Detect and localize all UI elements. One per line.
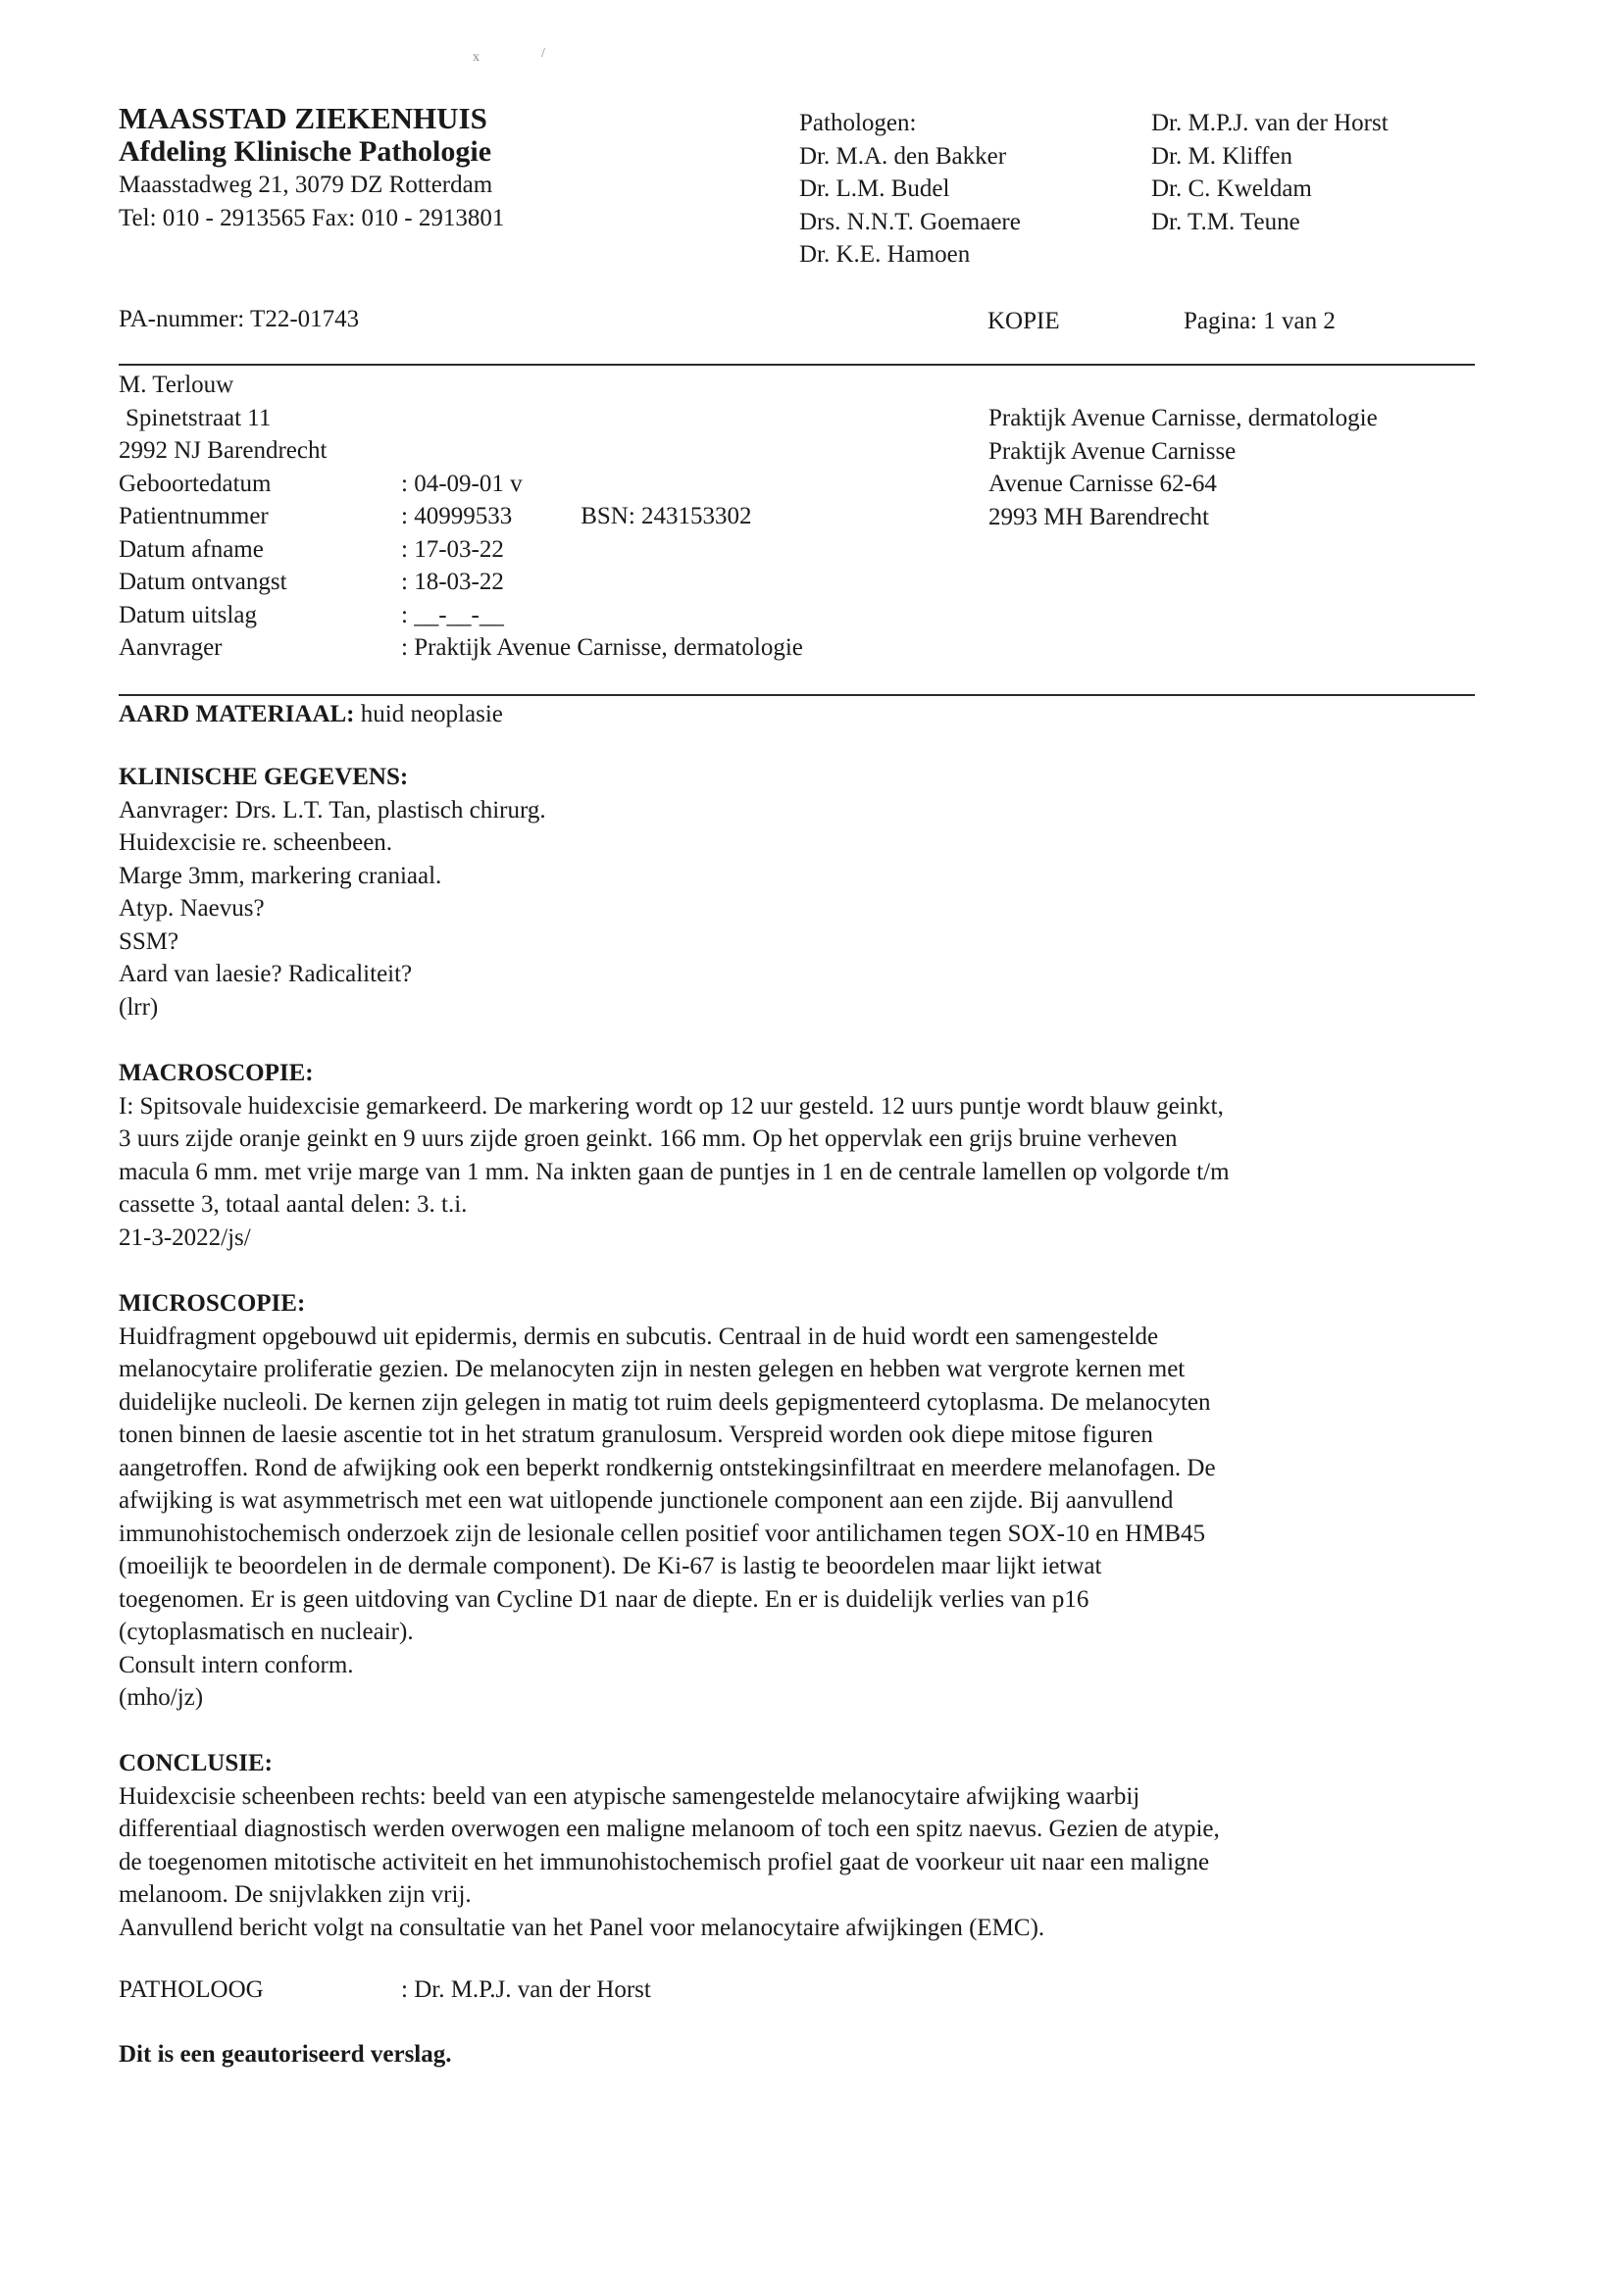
macro-line: macula 6 mm. met vrije marge van 1 mm. Na inkten gaan de puntjes in 1 en de centrale lamellen op volgorde t/m xyxy=(119,1158,1230,1185)
micro-line: immunohistochemisch onderzoek zijn de lesionale cellen positief voor antilichamen tegen SOX-10 en HMB45 xyxy=(119,1520,1206,1547)
divider xyxy=(119,694,1475,696)
pathologist-name: Drs. N.N.T. Goemaere xyxy=(799,208,1021,235)
micro-line: melanocytaire proliferatie gezien. De melanocyten zijn in nesten gelegen en hebben wat vergrote kernen met xyxy=(119,1356,1186,1382)
conclusion-line: differentiaal diagnostisch werden overwogen een maligne melanoom of toch een spitz naevus. Gezien de atypie, xyxy=(119,1816,1220,1842)
department-name: Afdeling Klinische Pathologie xyxy=(119,135,492,168)
received-date-value: : 18-03-22 xyxy=(401,569,504,595)
micro-line: aangetroffen. Rond de afwijking ook een beperkt rondkernig ontstekingsinfiltraat en meerdere melanofagen. De xyxy=(119,1454,1216,1481)
patient-block xyxy=(119,369,803,665)
recipient-line: Praktijk Avenue Carnisse xyxy=(988,437,1237,465)
conclusion-heading: CONCLUSIE: xyxy=(119,1750,273,1776)
authorized-note: Dit is een geautoriseerd verslag. xyxy=(119,2041,452,2068)
birth-date-label: Geboortedatum xyxy=(119,470,272,497)
pathologists-label: Pathologen: xyxy=(799,110,917,136)
macro-section xyxy=(119,1057,1230,1254)
micro-line: (mho/jz) xyxy=(119,1684,204,1711)
clinical-line: SSM? xyxy=(119,927,179,955)
pathologist-name: Dr. M. Kliffen xyxy=(1151,142,1292,170)
conclusion-line: melanoom. De snijvlakken zijn vrij. xyxy=(119,1881,472,1908)
birth-date-row xyxy=(119,468,803,501)
patient-number-row xyxy=(119,500,803,533)
macro-heading: MACROSCOPIE: xyxy=(119,1060,314,1086)
patient-number-value: : 40999533 xyxy=(401,503,513,529)
conclusion-line: Aanvullend bericht volgt na consultatie van het Panel voor melanocytaire afwijkingen (EMC). xyxy=(119,1914,1045,1941)
recipient-line: Praktijk Avenue Carnisse, dermatologie xyxy=(988,405,1378,431)
recipient-block xyxy=(988,402,1378,533)
sample-date-label: Datum afname xyxy=(119,535,264,563)
macro-line: 21-3-2022/js/ xyxy=(119,1223,251,1251)
micro-line: afwijking is wat asymmetrisch met een wat uitlopende junctionele component aan een zijde. Bij aanvullend xyxy=(119,1487,1174,1514)
clinical-line: Huidexcisie re. scheenbeen. xyxy=(119,829,393,856)
bsn-value: BSN: 243153302 xyxy=(581,503,752,529)
requester-value: : Praktijk Avenue Carnisse, dermatologie xyxy=(401,634,803,661)
sample-date-row xyxy=(119,533,803,567)
pathologist-name: Dr. T.M. Teune xyxy=(1151,208,1300,235)
clinical-line: Aanvrager: Drs. L.T. Tan, plastisch chirurg. xyxy=(119,796,546,824)
patient-street: Spinetstraat 11 xyxy=(126,404,272,431)
hospital-address: Maasstadweg 21, 3079 DZ Rotterdam xyxy=(119,172,493,198)
pathologist-name: Dr. L.M. Budel xyxy=(799,175,950,202)
clinical-heading: KLINISCHE GEGEVENS: xyxy=(119,764,409,790)
material-row xyxy=(119,698,503,731)
macro-line: cassette 3, totaal aantal delen: 3. t.i. xyxy=(119,1191,468,1218)
hospital-phone: Tel: 010 - 2913565 Fax: 010 - 2913801 xyxy=(119,204,505,231)
scan-mark: x xyxy=(473,50,480,65)
micro-section xyxy=(119,1287,1216,1715)
micro-heading: MICROSCOPIE: xyxy=(119,1290,306,1317)
pa-number: PA-nummer: T22-01743 xyxy=(119,306,360,332)
requester-row xyxy=(119,631,803,665)
pathologist-name: Dr. K.E. Hamoen xyxy=(799,241,971,268)
patient-number-label: Patientnummer xyxy=(119,503,269,529)
conclusion-section xyxy=(119,1747,1220,1944)
patient-city: 2992 NJ Barendrecht xyxy=(119,437,328,464)
received-date-label: Datum ontvangst xyxy=(119,569,287,595)
result-date-label: Datum uitslag xyxy=(119,601,257,628)
pathologists-list-2 xyxy=(1151,107,1389,238)
pathologist-name: Dr. C. Kweldam xyxy=(1151,175,1312,202)
pathologists-list-1 xyxy=(799,107,1021,272)
pathologist-name: Dr. M.P.J. van der Horst xyxy=(1151,110,1389,136)
birth-date-value: : 04-09-01 v xyxy=(401,470,523,497)
recipient-line: 2993 MH Barendrecht xyxy=(988,503,1209,530)
result-date-value: : __-__-__ xyxy=(401,601,504,628)
micro-line: (cytoplasmatisch en nucleair). xyxy=(119,1619,414,1645)
micro-line: tonen binnen de laesie ascentie tot in het stratum granulosum. Verspreid worden ook diepe mitose figuren xyxy=(119,1422,1153,1448)
pathologist-value: : Dr. M.P.J. van der Horst xyxy=(401,1976,651,2003)
clinical-line: (lrr) xyxy=(119,993,159,1021)
clinical-line: Marge 3mm, markering craniaal. xyxy=(119,862,442,889)
clinical-line: Atyp. Naevus? xyxy=(119,895,265,922)
pathologist-label: PATHOLOOG xyxy=(119,1976,264,2003)
clinical-section xyxy=(119,761,546,1023)
micro-line: Huidfragment opgebouwd uit epidermis, dermis en subcutis. Centraal in de huid wordt een samengestelde xyxy=(119,1323,1159,1350)
divider xyxy=(119,364,1475,366)
sample-date-value: : 17-03-22 xyxy=(401,535,504,563)
conclusion-line: de toegenomen mitotische activiteit en het immunohistochemisch profiel gaat de voorkeur uit naar een maligne xyxy=(119,1848,1210,1875)
conclusion-line: Huidexcisie scheenbeen rechts: beeld van een atypische samengestelde melanocytaire afwijking waarbij xyxy=(119,1782,1140,1810)
macro-line: 3 uurs zijde oranje geinkt en 9 uurs zijde groen geinkt. 166 mm. Op het oppervlak een grijs bruine verheven xyxy=(119,1125,1178,1152)
letterhead xyxy=(119,102,504,234)
material-label: AARD MATERIAAL: xyxy=(119,701,355,727)
micro-line: Consult intern conform. xyxy=(119,1651,354,1678)
copy-label: KOPIE xyxy=(987,308,1060,334)
micro-line: (moeilijk te beoordelen in de dermale component). De Ki-67 is lastig te beoordelen maar lijkt ietwat xyxy=(119,1553,1102,1579)
result-date-row xyxy=(119,599,803,632)
hospital-name: MAASSTAD ZIEKENHUIS xyxy=(119,101,487,135)
micro-line: toegenomen. Er is geen uitdoving van Cycline D1 naar de diepte. En er is duidelijk verlies van p16 xyxy=(119,1585,1089,1613)
received-date-row xyxy=(119,566,803,599)
clinical-line: Aard van laesie? Radicaliteit? xyxy=(119,961,413,987)
patient-name: M. Terlouw xyxy=(119,372,234,398)
macro-line: I: Spitsovale huidexcisie gemarkeerd. De markering wordt op 12 uur gesteld. 12 uurs puntje wordt blauw geinkt, xyxy=(119,1092,1224,1120)
material-value: huid neoplasie xyxy=(360,701,503,727)
recipient-line: Avenue Carnisse 62-64 xyxy=(988,471,1217,497)
pathologist-name: Dr. M.A. den Bakker xyxy=(799,142,1007,170)
scan-mark: / xyxy=(541,46,545,61)
micro-line: duidelijke nucleoli. De kernen zijn gelegen in matig tot ruim deels gepigmenteerd cytoplasma. De melanocyten xyxy=(119,1388,1211,1416)
requester-label: Aanvrager xyxy=(119,634,223,661)
page-number: Pagina: 1 van 2 xyxy=(1184,308,1336,334)
